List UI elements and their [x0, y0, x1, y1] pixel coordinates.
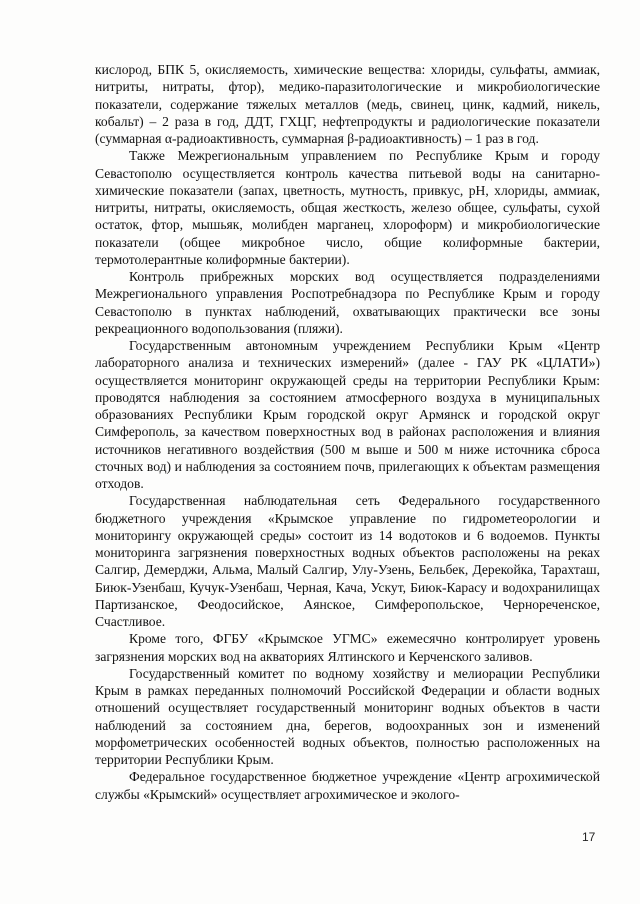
paragraph-ugms-sea-waters: Кроме того, ФГБУ «Крымское УГМС» ежемесячно контролирует уровень загрязнения морских вод на акваториях Ялтинского и Керченского заливов.	[95, 631, 600, 664]
paragraph-tslati-monitoring: Государственным автономным учреждением Республики Крым «Центр лабораторного анализа и технических измерений» (далее - ГАУ РК «ЦЛАТИ») осуществляется мониторинг окружающей среды на территории Республики Крым: проводятся наблюдения за состоянием атмосферного воздуха в муниципальных образованиях Республики Крым городской округ Армянск и городской округ Симферополь, за качеством поверхностных вод в районах расположения и влияния источников негативного воздействия (500 м выше и 500 м ниже источника сброса сточных вод) и наблюдения за состоянием почв, прилегающих к объектам размещения отходов.	[95, 338, 600, 491]
paragraph-water-committee: Государственный комитет по водному хозяйству и мелиорации Республики Крым в рамках переданных полномочий Российской Федерации и области водных отношений осуществляет государственный мониторинг водных объектов в части наблюдений за состоянием дна, берегов, водоохранных зон и изменений морфометрических особенностей водных объектов, полностью расположенных на территории Республики Крым.	[95, 665, 600, 767]
body-text	[95, 61, 600, 803]
paragraph-coastal-waters: Контроль прибрежных морских вод осуществляется подразделениями Межрегионального управления Роспотребнадзора по Республике Крым и городу Севастополю в пунктах наблюдений, охватывающих практически все зоны рекреационного водопользования (пляжи).	[95, 269, 600, 336]
paragraph-continuation: кислород, БПК 5, окисляемость, химические вещества: хлориды, сульфаты, аммиак, нитриты, нитраты, фтор), медико-паразитологические и микробиологические показатели, содержание тяжелых металлов (медь, свинец, цинк, кадмий, никель, кобальт) – 2 раза в год, ДДТ, ГХЦГ, нефтепродукты и радиологические показатели (суммарная α-радиоактивность, суммарная β-радиоактивность) – 1 раз в год.	[95, 62, 600, 146]
page-number: 17	[582, 830, 596, 844]
paragraph-drinking-water-control: Также Межрегиональным управлением по Республике Крым и городу Севастополю осуществляется контроль качества питьевой воды на санитарно-химические показатели (запах, цветность, мутность, привкус, pH, хлориды, аммиак, нитриты, нитраты, окисляемость, общая жесткость, железо общее, сульфаты, сухой остаток, фтор, мышьяк, молибден марганец, хлороформ) и микробиологические показатели (общее микробное число, общие колиформные бактерии, термотолерантные колиформные бактерии).	[95, 148, 600, 267]
paragraph-agrochemical-service: Федеральное государственное бюджетное учреждение «Центр агрохимической службы «Крымский» осуществляет агрохимическое и эколого-	[95, 769, 600, 802]
paragraph-observation-network: Государственная наблюдательная сеть Федерального государственного бюджетного учреждения «Крымское управление по гидрометеорологии и мониторингу окружающей среды» состоит из 14 водотоков и 6 водоемов. Пункты мониторинга загрязнения поверхностных водных объектов расположены на реках Салгир, Демерджи, Альма, Малый Салгир, Улу-Узень, Бельбек, Дерекойка, Тарахташ, Биюк-Узенбаш, Кучук-Узенбаш, Черная, Кача, Ускут, Биюк-Карасу и водохранилищах Партизанское, Феодосийское, Аянское, Симферопольское, Чернореченское, Счастливое.	[95, 493, 600, 629]
